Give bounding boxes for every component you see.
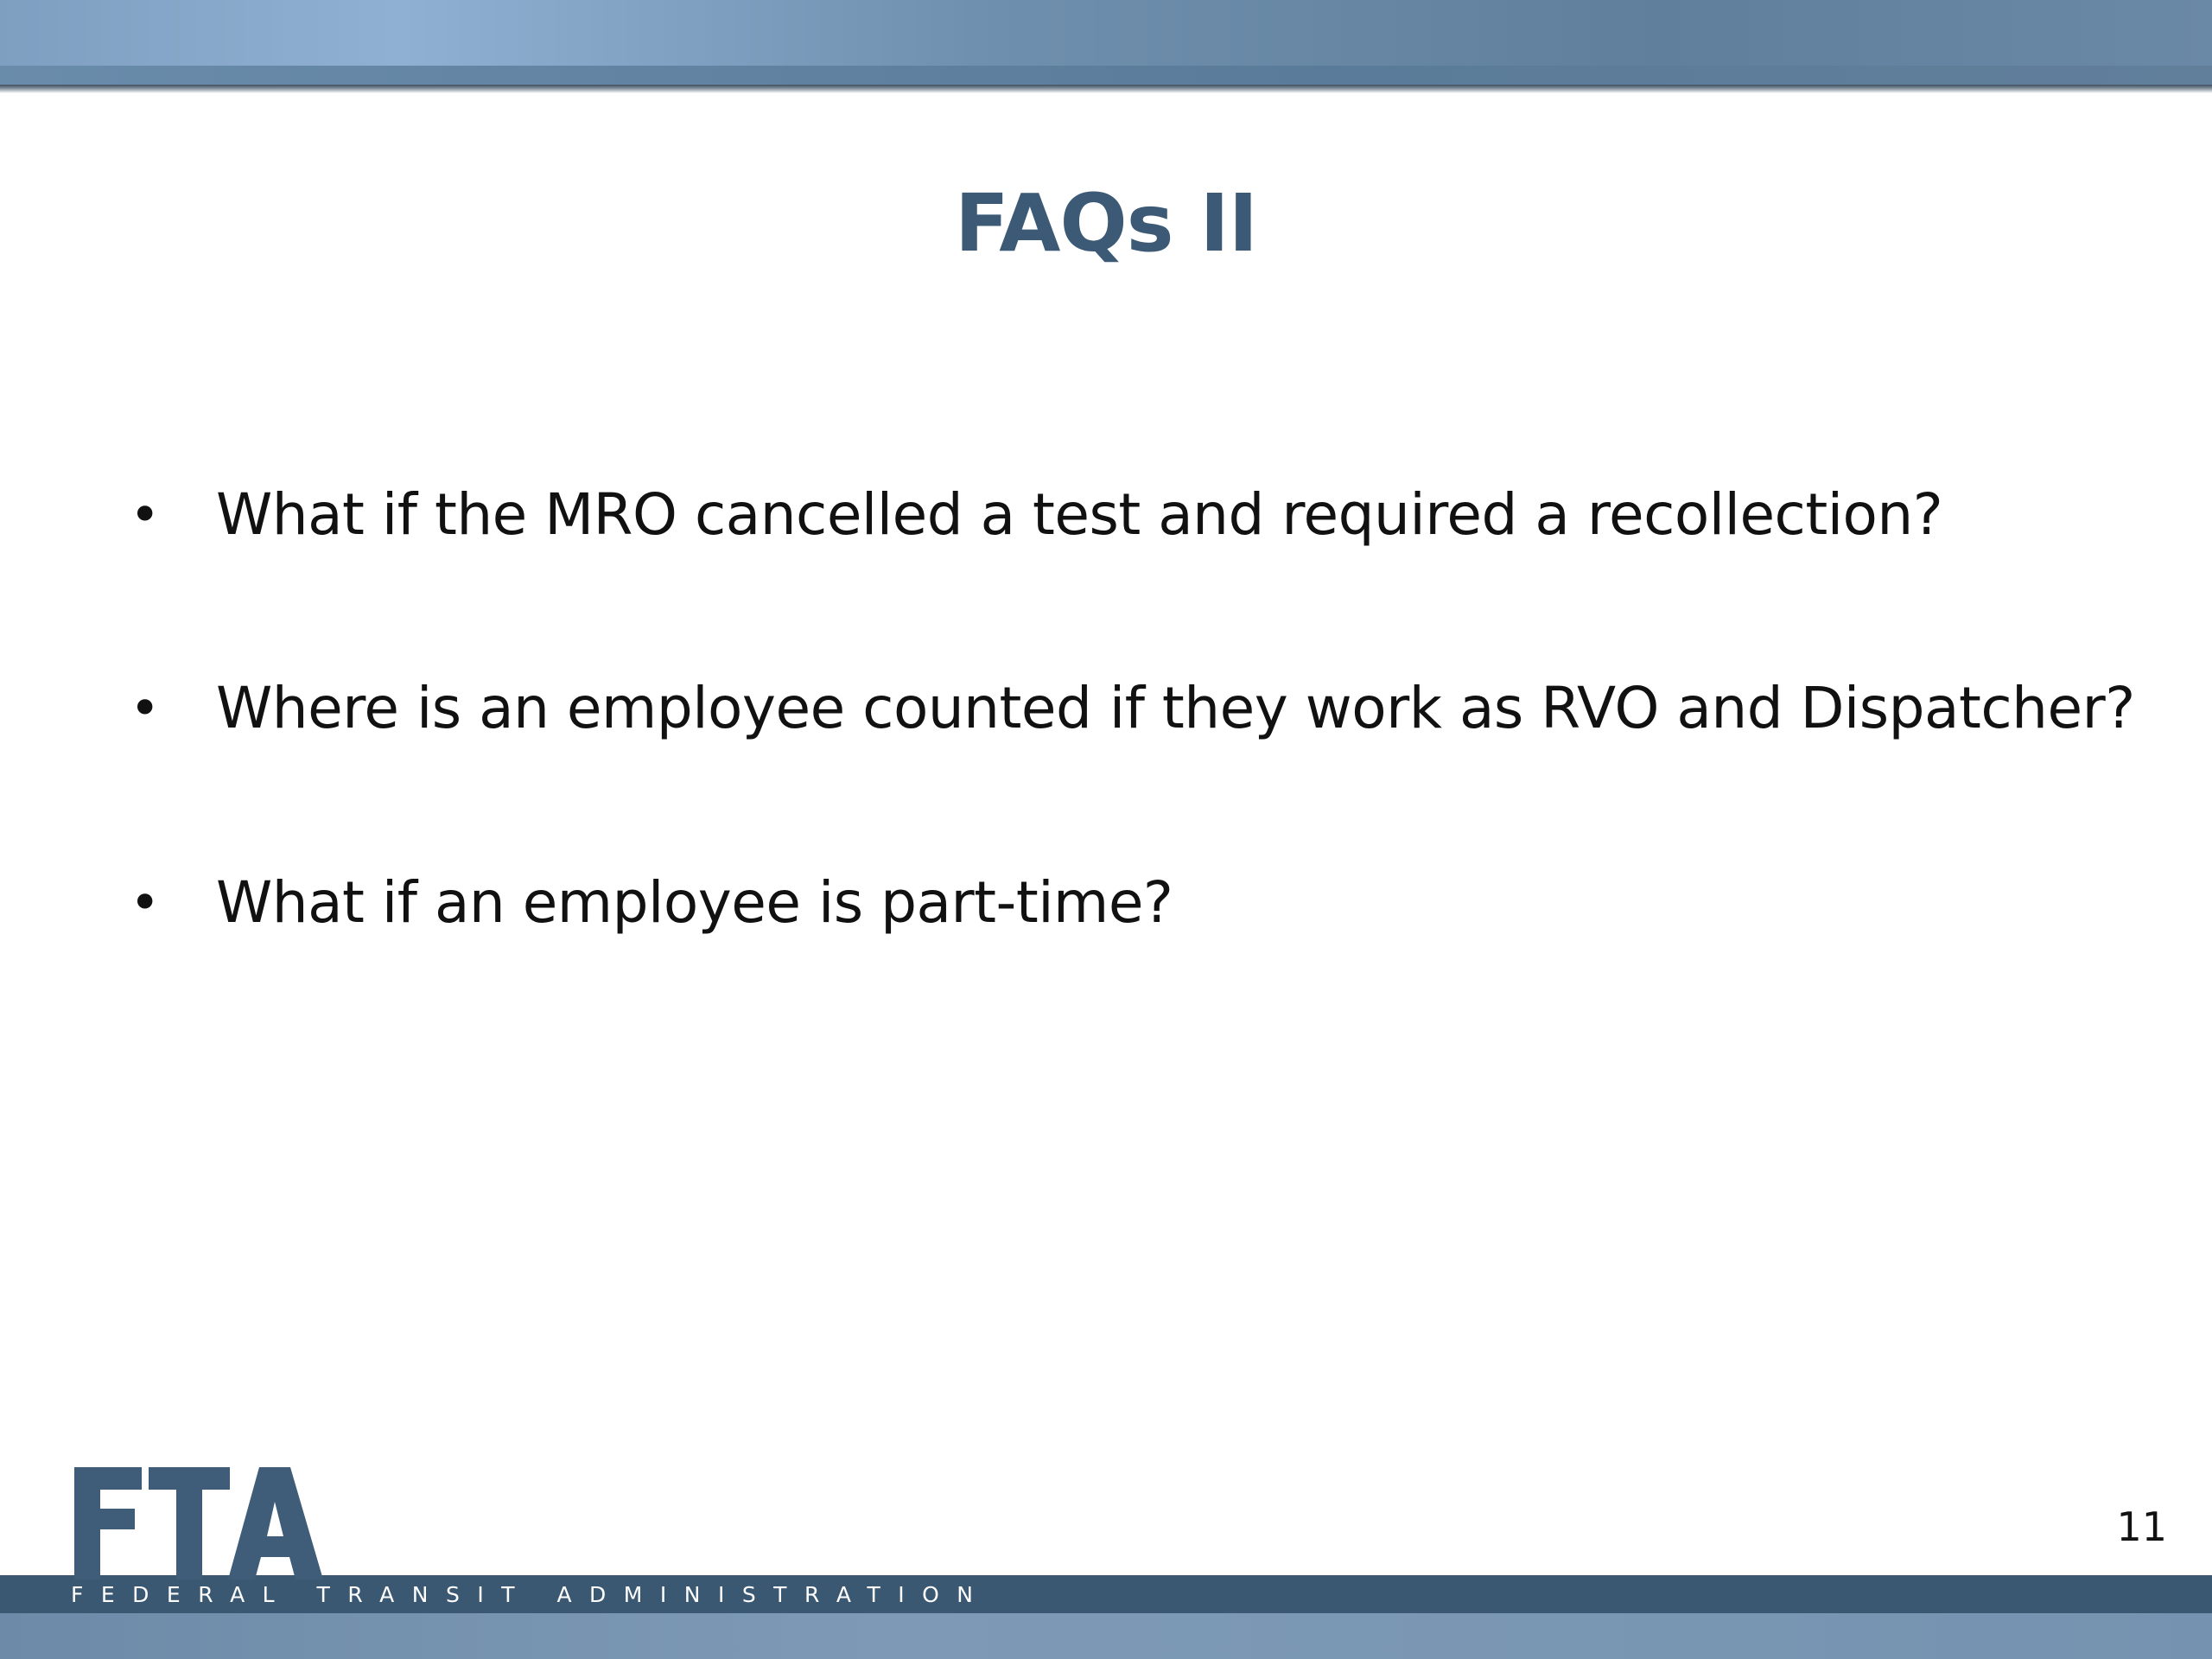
header-band bbox=[0, 0, 2212, 66]
fta-logo-t-glyph bbox=[149, 1467, 230, 1580]
header-band-lower bbox=[0, 66, 2212, 85]
bullet-icon: • bbox=[130, 485, 161, 545]
footer-band-lower bbox=[0, 1613, 2212, 1659]
fta-logo bbox=[69, 1460, 328, 1580]
fta-logo-a-glyph bbox=[228, 1467, 323, 1580]
header-shadow bbox=[0, 85, 2212, 93]
slide-title: FAQs II bbox=[955, 177, 1257, 270]
fta-logo-f-glyph bbox=[74, 1467, 142, 1580]
page-number: 11 bbox=[2116, 1503, 2167, 1550]
bullet-icon: • bbox=[130, 678, 161, 739]
bullet-icon: • bbox=[130, 873, 161, 933]
bullet-text: Where is an employee counted if they work as RVO and Dispatcher? bbox=[216, 675, 2135, 741]
bullet-text: What if the MRO cancelled a test and required a recollection? bbox=[216, 481, 1943, 548]
fta-logo-text: FTA bbox=[69, 1460, 71, 1461]
fta-subtitle: FEDERAL TRANSIT ADMINISTRATION bbox=[71, 1582, 991, 1607]
bullet-text: What if an employee is part-time? bbox=[216, 869, 1173, 936]
